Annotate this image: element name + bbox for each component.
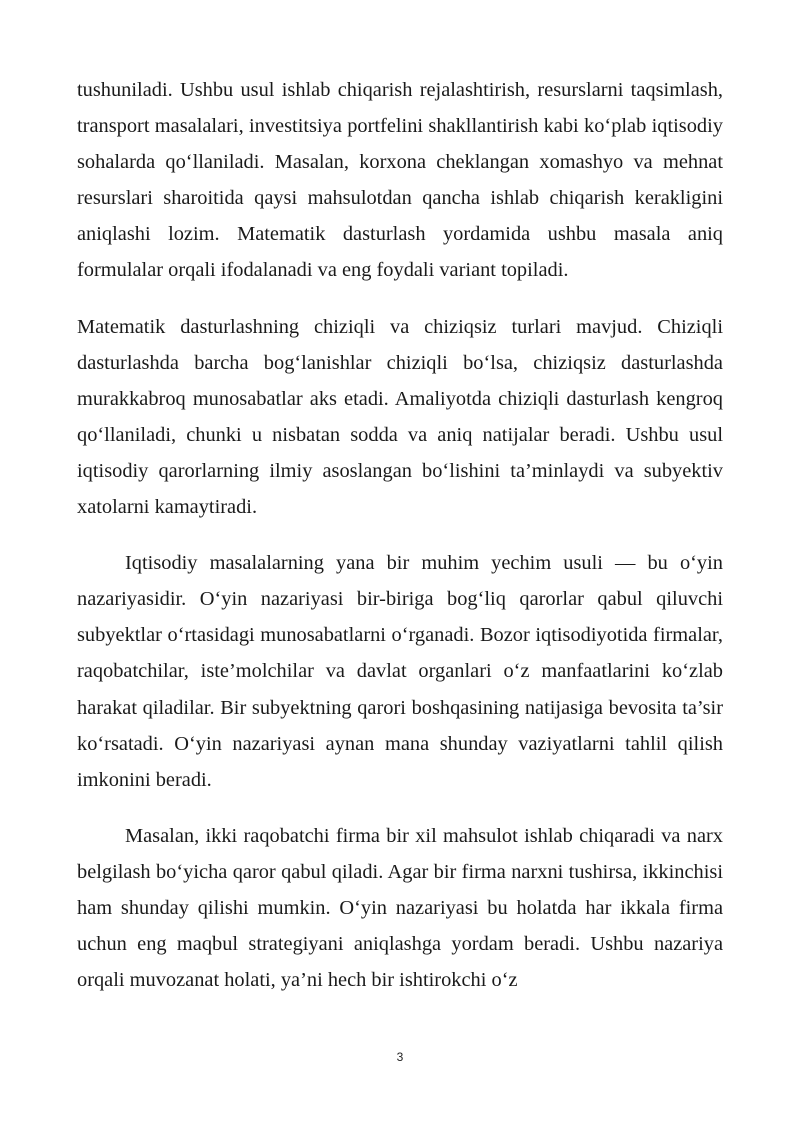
paragraph-gap <box>77 289 723 309</box>
paragraph-continuation: tushuniladi. Ushbu usul ishlab chiqarish rejalashtirish, resurslarni taqsimlash, transport masalalari, investitsiya portfelini shakllantirish kabi ko‘plab iqtisodiy sohalarda qo‘llaniladi. Masalan, korxona cheklangan xomashyo va mehnat resurslari sharoitida qaysi mahsulotdan qancha ishlab chiqarish kerakligini aniqlashi lozim. Matematik dasturlash yordamida ushbu masala aniq formulalar orqali ifodalanadi va eng foydali variant topiladi. <box>77 79 723 282</box>
paragraph-example: Masalan, ikki raqobatchi firma bir xil mahsulot ishlab chiqaradi va narx belgilash bo‘yicha qaror qabul qiladi. Agar bir firma narxni tushirsa, ikkinchisi ham shunday qilishi mumkin. O‘yin nazariyasi bu holatda har ikkala firma uchun eng maqbul strategiyani aniqlashga yordam beradi. Ushbu nazariya orqali muvozanat holati, ya’ni hech bir ishtirokchi o‘z <box>77 824 723 992</box>
page-number: 3 <box>396 1050 404 1064</box>
paragraph-game-theory: Iqtisodiy masalalarning yana bir muhim yechim usuli — bu o‘yin nazariyasidir. O‘yin nazariyasi bir-biriga bog‘liq qarorlar qabul qiluvchi subyektlar o‘rtasidagi munosabatlarni o‘rganadi. Bozor iqtisodiyotida firmalar, raqobatchilar, iste’molchilar va davlat organlari o‘z manfaatlarini ko‘zlab harakat qiladilar. Bir subyektning qarori boshqasining natijasiga bevosita ta’sir ko‘rsatadi. O‘yin nazariyasi aynan mana shunday vaziyatlarni tahlil qilish imkonini beradi. <box>77 552 723 791</box>
paragraph-gap <box>77 798 723 818</box>
body-text <box>77 72 723 998</box>
paragraph-gap <box>77 525 723 545</box>
paragraph-programming-types: Matematik dasturlashning chiziqli va chiziqsiz turlari mavjud. Chiziqli dasturlashda barcha bog‘lanishlar chiziqli bo‘lsa, chiziqsiz dasturlashda murakkabroq munosabatlar aks etadi. Amaliyotda chiziqli dasturlash kengroq qo‘llaniladi, chunki u nisbatan sodda va aniq natijalar beradi. Ushbu usul iqtisodiy qarorlarning ilmiy asoslangan bo‘lishini ta’minlaydi va subyektiv xatolarni kamaytiradi. <box>77 315 723 519</box>
